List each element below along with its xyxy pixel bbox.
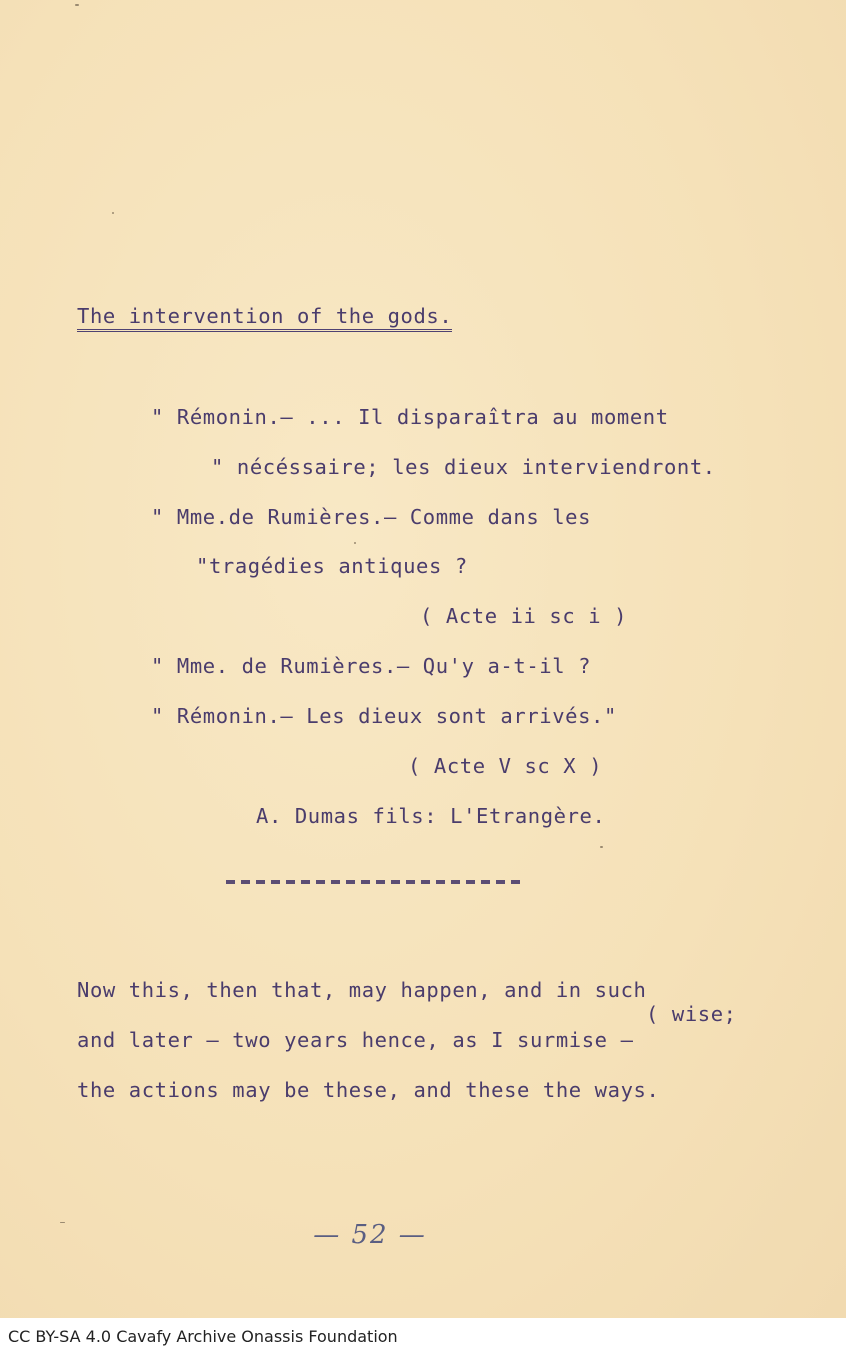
paper-speck (60, 1222, 65, 1223)
scene-reference: ( Acte ii sc i ) (420, 604, 628, 628)
page-number: — 52 — (313, 1220, 427, 1250)
paper-speck (75, 4, 79, 6)
paper-speck (112, 212, 114, 214)
poem-line: Now this, then that, may happen, and in such (77, 978, 647, 1002)
quote-line: "tragédies antiques ? (196, 554, 468, 578)
quote-line: " Rémonin.— Les dieux sont arrivés." (151, 704, 617, 728)
poem-line: and later — two years hence, as I surmise — (77, 1028, 634, 1052)
quote-line: " Mme.de Rumières.— Comme dans les (151, 505, 592, 529)
section-divider (226, 880, 520, 884)
quote-line: " Mme. de Rumières.— Qu'y a-t-il ? (151, 654, 592, 678)
paper-speck (600, 846, 603, 848)
attribution: A. Dumas fils: L'Etrangère. (256, 804, 606, 828)
page-title: The intervention of the gods. (77, 304, 452, 332)
quote-line: " nécéssaire; les dieux interviendront. (211, 455, 716, 479)
poem-line: the actions may be these, and these the ways. (77, 1078, 660, 1102)
poem-line-continuation: ( wise; (646, 1002, 737, 1026)
scene-reference: ( Acte V sc X ) (408, 754, 603, 778)
archive-credit: CC BY-SA 4.0 Cavafy Archive Onassis Foundation (8, 1327, 398, 1346)
paper-speck (354, 542, 356, 544)
quote-line: " Rémonin.— ... Il disparaîtra au moment (151, 405, 669, 429)
